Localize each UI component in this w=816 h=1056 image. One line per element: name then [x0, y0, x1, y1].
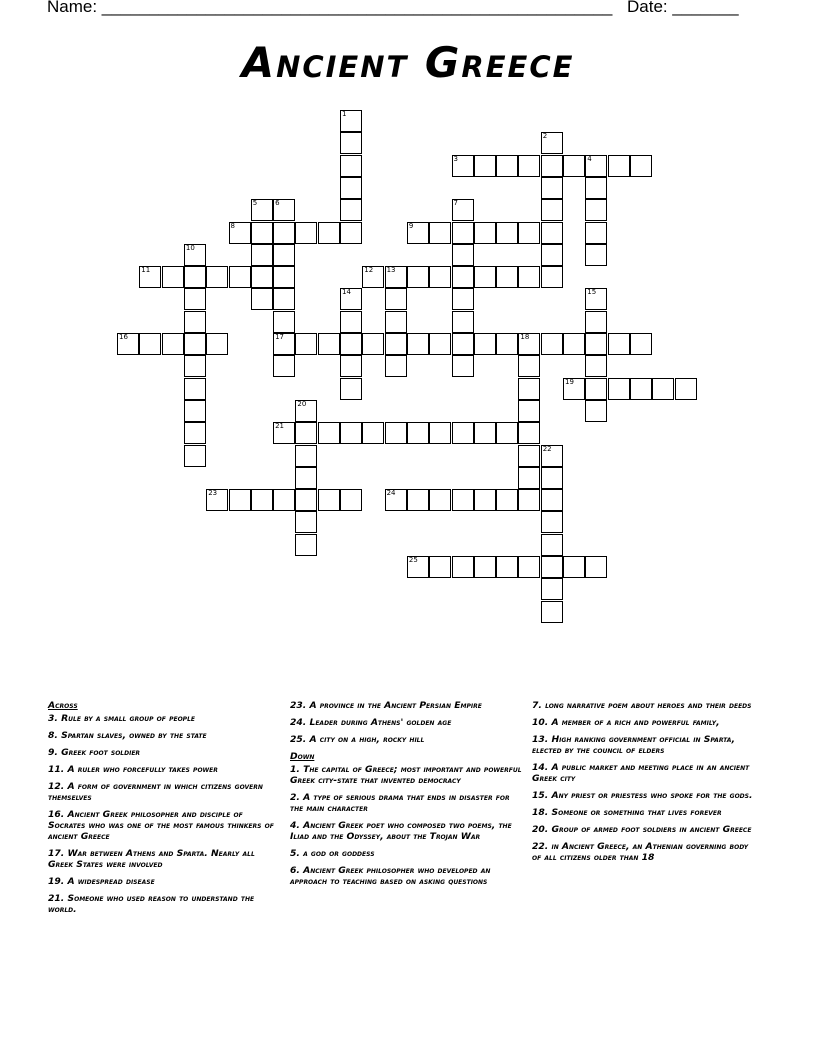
crossword-cell[interactable]	[518, 155, 540, 177]
clue-down-20: 20. Group of armed foot soldiers in ancient Greece	[532, 824, 752, 835]
clue-across-12: 12. A form of government in which citizens govern themselves	[48, 781, 263, 803]
crossword-cell[interactable]	[541, 511, 563, 533]
crossword-cell[interactable]	[340, 132, 362, 154]
crossword-cell[interactable]	[675, 378, 697, 400]
crossword-cell[interactable]	[630, 155, 652, 177]
cell-number: 6	[275, 199, 280, 208]
crossword-cell[interactable]	[474, 222, 496, 244]
crossword-cell[interactable]	[585, 355, 607, 377]
cell-number: 14	[342, 288, 351, 297]
crossword-cell[interactable]	[585, 222, 607, 244]
crossword-cell[interactable]	[496, 556, 518, 578]
crossword-cell[interactable]	[251, 199, 273, 221]
cell-number: 18	[520, 333, 530, 341]
crossword-cell[interactable]	[273, 355, 295, 377]
crossword-cell[interactable]	[429, 266, 451, 288]
crossword-cell[interactable]	[541, 177, 563, 199]
crossword-cell[interactable]	[340, 355, 362, 377]
cell-number: 11	[141, 266, 151, 275]
crossword-cell[interactable]	[362, 333, 384, 355]
crossword-cell[interactable]	[585, 311, 607, 333]
clues-column-2	[290, 700, 522, 893]
cell-number: 3	[453, 154, 458, 163]
clue-across-11: 11. A ruler who forcefully takes power	[48, 764, 218, 775]
crossword-cell[interactable]	[295, 511, 317, 533]
crossword-cell[interactable]	[184, 266, 206, 288]
crossword-cell[interactable]	[585, 177, 607, 199]
crossword-cell[interactable]	[273, 222, 295, 244]
crossword-cell[interactable]	[452, 266, 474, 288]
crossword-cell[interactable]	[608, 155, 630, 177]
crossword-cell[interactable]	[229, 222, 251, 244]
crossword-cell[interactable]	[184, 355, 206, 377]
crossword-cell[interactable]	[206, 333, 228, 355]
crossword-cell[interactable]	[251, 266, 273, 288]
crossword-cell[interactable]	[452, 311, 474, 333]
crossword-cell[interactable]	[295, 534, 317, 556]
crossword-cell[interactable]	[340, 311, 362, 333]
crossword-cell[interactable]	[139, 333, 161, 355]
crossword-cell[interactable]	[318, 333, 340, 355]
crossword-cell[interactable]	[385, 266, 407, 288]
crossword-cell[interactable]	[429, 222, 451, 244]
crossword-cell[interactable]	[541, 266, 563, 288]
clue-down-14: 14. A public market and meeting place in an ancient Greek city	[532, 762, 750, 784]
crossword-cell[interactable]	[206, 266, 228, 288]
crossword-cell[interactable]	[474, 489, 496, 511]
crossword-cell[interactable]	[295, 489, 317, 511]
cell-number: 15	[587, 288, 597, 297]
crossword-cell[interactable]	[340, 110, 362, 132]
crossword-cell[interactable]	[496, 333, 518, 355]
crossword-cell[interactable]	[206, 489, 228, 511]
crossword-cell[interactable]	[474, 556, 496, 578]
crossword-cell[interactable]	[273, 311, 295, 333]
crossword-cell[interactable]	[496, 222, 518, 244]
crossword-cell[interactable]	[362, 422, 384, 444]
crossword-cell[interactable]	[474, 333, 496, 355]
crossword-cell[interactable]	[563, 378, 585, 400]
crossword-cell[interactable]	[429, 333, 451, 355]
crossword-cell[interactable]	[630, 333, 652, 355]
crossword-cell[interactable]	[452, 489, 474, 511]
crossword-cell[interactable]	[184, 244, 206, 266]
cell-number: 20	[297, 399, 307, 408]
crossword-cell[interactable]	[407, 422, 429, 444]
crossword-cell[interactable]	[385, 355, 407, 377]
crossword-cell[interactable]	[139, 266, 161, 288]
crossword-cell[interactable]	[518, 489, 540, 511]
crossword-cell[interactable]	[585, 333, 607, 355]
crossword-cell[interactable]	[251, 244, 273, 266]
crossword-cell[interactable]	[541, 556, 563, 578]
crossword-cell[interactable]	[273, 199, 295, 221]
cell-number: 13	[386, 266, 396, 275]
crossword-cell[interactable]	[295, 467, 317, 489]
clue-down-5: 5. a god or goddess	[290, 848, 375, 859]
crossword-cell[interactable]	[563, 155, 585, 177]
crossword-cell[interactable]	[474, 155, 496, 177]
cell-number: 9	[408, 221, 414, 230]
crossword-cell[interactable]	[407, 333, 429, 355]
crossword-cell[interactable]	[518, 467, 540, 489]
clue-down-22: 22. in Ancient Greece, an Athenian governing body of all citizens older than 18	[532, 841, 749, 863]
crossword-cell[interactable]	[340, 155, 362, 177]
crossword-cell[interactable]	[541, 222, 563, 244]
cell-number: 17	[275, 333, 285, 341]
crossword-cell[interactable]	[273, 333, 295, 355]
cell-number: 25	[408, 556, 418, 564]
crossword-cell[interactable]	[340, 288, 362, 310]
crossword-cell[interactable]	[273, 288, 295, 310]
crossword-cell[interactable]	[630, 378, 652, 400]
crossword-cell[interactable]	[518, 556, 540, 578]
cell-number: 7	[453, 199, 458, 208]
crossword-cell[interactable]	[273, 489, 295, 511]
crossword-cell[interactable]	[184, 333, 206, 355]
crossword-cell[interactable]	[407, 222, 429, 244]
crossword-cell[interactable]	[541, 132, 563, 154]
crossword-cell[interactable]	[407, 266, 429, 288]
puzzle-title: Ancient Greece	[241, 38, 575, 87]
crossword-cell[interactable]	[340, 489, 362, 511]
crossword-cell[interactable]	[429, 489, 451, 511]
cell-number: 19	[565, 377, 574, 386]
clue-down-1: 1. The capital of Greece; most important and powerful Greek city-state that invented democracy	[290, 764, 522, 786]
crossword-cell[interactable]	[452, 244, 474, 266]
crossword-cell[interactable]	[385, 333, 407, 355]
crossword-cell[interactable]	[184, 400, 206, 422]
clue-down-15: 15. Any priest or priestess who spoke for the gods.	[532, 790, 753, 801]
crossword-cell[interactable]	[452, 199, 474, 221]
crossword-cell[interactable]	[429, 422, 451, 444]
cell-number: 24	[386, 489, 396, 498]
crossword-cell[interactable]	[585, 378, 607, 400]
crossword-cell[interactable]	[184, 422, 206, 444]
crossword-cell[interactable]	[541, 534, 563, 556]
clue-down-4: 4. Ancient Greek poet who composed two poems, the Iliad and the Odyssey, about the Trojan War	[290, 820, 512, 842]
cell-number: 8	[230, 221, 235, 230]
clue-across-9: 9. Greek foot soldier	[48, 747, 141, 758]
cell-number: 1	[342, 110, 347, 118]
crossword-cell[interactable]	[474, 266, 496, 288]
crossword-cell[interactable]	[541, 578, 563, 600]
crossword-cell[interactable]	[585, 244, 607, 266]
crossword-cell[interactable]	[585, 556, 607, 578]
crossword-cell[interactable]	[385, 422, 407, 444]
clue-across-21: 21. Someone who used reason to understand the world.	[48, 893, 255, 915]
crossword-cell[interactable]	[295, 422, 317, 444]
crossword-cell[interactable]	[340, 177, 362, 199]
crossword-cell[interactable]	[407, 489, 429, 511]
cell-number: 23	[208, 489, 218, 498]
crossword-cell[interactable]	[608, 378, 630, 400]
crossword-cell[interactable]	[563, 333, 585, 355]
crossword-cell[interactable]	[541, 155, 563, 177]
crossword-cell[interactable]	[362, 266, 384, 288]
date-field-label: Date: _______	[627, 0, 739, 16]
crossword-cell[interactable]	[452, 422, 474, 444]
crossword-cell[interactable]	[273, 422, 295, 444]
crossword-cell[interactable]	[452, 222, 474, 244]
crossword-cell[interactable]	[541, 489, 563, 511]
crossword-cell[interactable]	[318, 489, 340, 511]
clue-across-24: 24. Leader during Athens' golden age	[290, 717, 452, 728]
crossword-cell[interactable]	[541, 467, 563, 489]
crossword-cell[interactable]	[385, 288, 407, 310]
clue-across-25: 25. A city on a high, rocky hill	[290, 734, 425, 745]
crossword-cell[interactable]	[496, 422, 518, 444]
crossword-cell[interactable]	[407, 556, 429, 578]
crossword-cell[interactable]	[318, 422, 340, 444]
cell-number: 10	[185, 243, 195, 252]
crossword-cell[interactable]	[318, 222, 340, 244]
clues-column-3	[532, 700, 757, 869]
clue-across-23: 23. A province in the Ancient Persian Empire	[290, 700, 482, 711]
clue-across-19: 19. A widespread disease	[48, 876, 155, 887]
clue-across-8: 8. Spartan slaves, owned by the state	[48, 730, 207, 741]
crossword-cell[interactable]	[251, 222, 273, 244]
crossword-cell[interactable]	[184, 311, 206, 333]
crossword-cell[interactable]	[518, 422, 540, 444]
crossword-cell[interactable]	[295, 333, 317, 355]
crossword-cell[interactable]	[251, 489, 273, 511]
crossword-cell[interactable]	[541, 244, 563, 266]
clue-down-6: 6. Ancient Greek philosopher who developed an approach to teaching based on asking questions	[290, 865, 491, 887]
crossword-cell[interactable]	[652, 378, 674, 400]
crossword-cell[interactable]	[184, 378, 206, 400]
crossword-cell[interactable]	[385, 489, 407, 511]
crossword-cell[interactable]	[452, 333, 474, 355]
crossword-cell[interactable]	[585, 155, 607, 177]
crossword-cell[interactable]	[452, 355, 474, 377]
clues-column-1	[48, 700, 280, 921]
crossword-cell[interactable]	[184, 445, 206, 467]
crossword-cell[interactable]	[474, 422, 496, 444]
crossword-cell[interactable]	[340, 199, 362, 221]
crossword-cell[interactable]	[452, 288, 474, 310]
crossword-cell[interactable]	[295, 222, 317, 244]
crossword-cell[interactable]	[608, 333, 630, 355]
crossword-cell[interactable]	[273, 244, 295, 266]
crossword-cell[interactable]	[585, 288, 607, 310]
cell-number: 2	[542, 132, 548, 141]
crossword-cell[interactable]	[518, 445, 540, 467]
crossword-cell[interactable]	[541, 333, 563, 355]
crossword-cell[interactable]	[295, 400, 317, 422]
crossword-cell[interactable]	[295, 445, 317, 467]
crossword-cell[interactable]	[452, 556, 474, 578]
crossword-cell[interactable]	[518, 222, 540, 244]
name-field-label: Name: ______________________________________________________	[47, 0, 613, 16]
crossword-cell[interactable]	[518, 400, 540, 422]
crossword-cell[interactable]	[340, 422, 362, 444]
crossword-cell[interactable]	[518, 378, 540, 400]
crossword-cell[interactable]	[162, 333, 184, 355]
clue-down-13: 13. High ranking government official in Sparta, elected by the council of elders	[532, 734, 735, 756]
crossword-cell[interactable]	[452, 155, 474, 177]
crossword-cell[interactable]	[340, 222, 362, 244]
cell-number: 22	[542, 444, 552, 453]
crossword-cell[interactable]	[496, 266, 518, 288]
cell-number: 12	[364, 266, 374, 275]
cell-number: 16	[119, 333, 128, 341]
crossword-cell[interactable]	[184, 288, 206, 310]
crossword-cell[interactable]	[563, 556, 585, 578]
cell-number: 4	[587, 154, 592, 163]
cell-number: 5	[252, 199, 258, 208]
crossword-cell[interactable]	[340, 378, 362, 400]
crossword-cell[interactable]	[496, 155, 518, 177]
crossword-cell[interactable]	[229, 266, 251, 288]
crossword-cell[interactable]	[541, 199, 563, 221]
clue-down-2: 2. A type of serious drama that ends in disaster for the main character	[290, 792, 510, 814]
crossword-cell[interactable]	[162, 266, 184, 288]
crossword-cell[interactable]	[541, 445, 563, 467]
crossword-cell[interactable]	[429, 556, 451, 578]
clue-down-18: 18. Someone or something that lives forever	[532, 807, 722, 818]
crossword-cell[interactable]	[518, 266, 540, 288]
crossword-cell[interactable]	[251, 288, 273, 310]
crossword-cell[interactable]	[518, 355, 540, 377]
crossword-cell[interactable]	[585, 400, 607, 422]
crossword-cell[interactable]	[340, 333, 362, 355]
clue-down-10: 10. A member of a rich and powerful family,	[532, 717, 720, 728]
crossword-cell[interactable]	[496, 489, 518, 511]
clue-across-17: 17. War between Athens and Sparta. Nearly all Greek States were involved	[48, 848, 255, 870]
crossword-cell[interactable]	[229, 489, 251, 511]
clue-across-3: 3. Rule by a small group of people	[48, 713, 195, 724]
crossword-cell[interactable]	[585, 199, 607, 221]
across-heading: Across	[48, 700, 78, 711]
crossword-cell[interactable]	[518, 333, 540, 355]
crossword-cell[interactable]	[117, 333, 139, 355]
cell-number: 21	[275, 422, 285, 431]
clue-down-7: 7. long narrative poem about heroes and their deeds	[532, 700, 752, 711]
crossword-cell[interactable]	[273, 266, 295, 288]
crossword-cell[interactable]	[385, 311, 407, 333]
crossword-cell[interactable]	[541, 601, 563, 623]
clue-across-16: 16. Ancient Greek philosopher and disciple of Socrates who was one of the most famous thinkers of ancient Greece	[48, 809, 274, 842]
down-heading: Down	[290, 751, 315, 762]
